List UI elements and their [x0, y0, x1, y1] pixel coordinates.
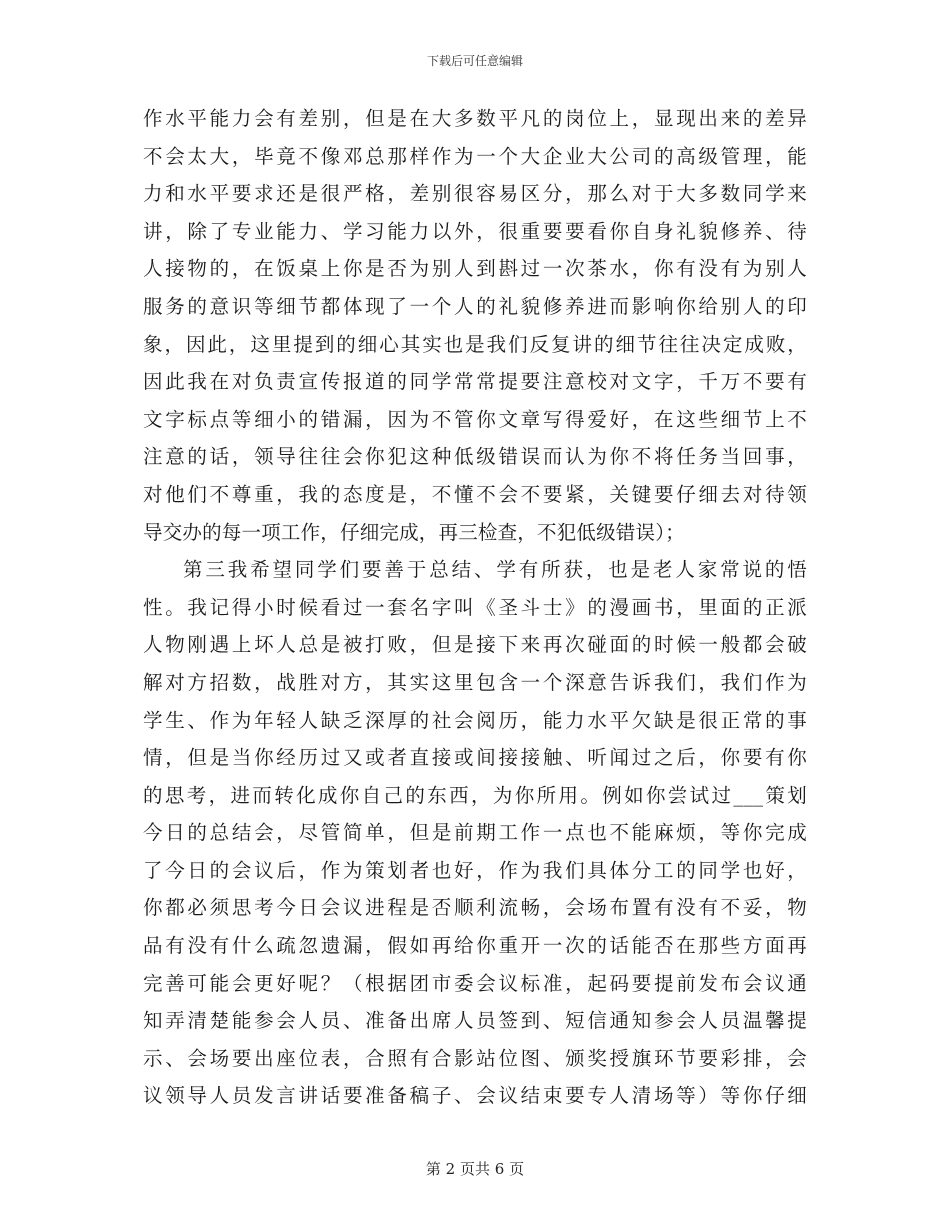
text-line: 学生、作为年轻人缺乏深厚的社会阅历，能力水平欠缺是很正常的事: [143, 708, 807, 732]
text-line: 了今日的会议后，作为策划者也好，作为我们具体分工的同学也好，: [143, 858, 807, 882]
page-header: 下载后可任意编辑: [426, 54, 523, 68]
text-line: 示、会场要出座位表，合照有合影站位图、颁奖授旗环节要彩排，会: [143, 1046, 807, 1070]
text-line: 知弄清楚能参会人员、准备出席人员签到、短信通知参会人员温馨提: [143, 1009, 807, 1033]
text-line: 导交办的每一项工作，仔细完成，再三检查，不犯低级错误）；: [143, 520, 685, 544]
text-line: 情，但是当你经历过又或者直接或间接接触、听闻过之后，你要有你: [143, 746, 807, 770]
text-line: 文字标点等细小的错漏，因为不管你文章写得爱好，在这些细节上不: [143, 407, 807, 431]
text-line: 不会太大，毕竟不像邓总那样作为一个大企业大公司的高级管理，能: [143, 144, 807, 168]
text-line: 力和水平要求还是很严格，差别很容易区分，那么对于大多数同学来: [143, 182, 807, 206]
text-line: 议领导人员发言讲话要准备稿子、会议结束要专人清场等）等你仔细: [143, 1084, 807, 1108]
document-body: [143, 100, 807, 1115]
text-line: 象，因此，这里提到的细心其实也是我们反复讲的细节往往决定成败，: [143, 332, 807, 356]
text-line: 今日的总结会，尽管简单，但是前期工作一点也不能麻烦，等你完成: [143, 821, 807, 845]
text-line: 因此我在对负责宣传报道的同学常常提要注意校对文字，千万不要有: [143, 370, 807, 394]
text-line: 性。我记得小时候看过一套名字叫《圣斗士》的漫画书，里面的正派: [143, 595, 807, 619]
text-line: 品有没有什么疏忽遗漏，假如再给你重开一次的话能否在那些方面再: [143, 934, 807, 958]
text-line: 的思考，进而转化成你自己的东西，为你所用。例如你尝试过___策划: [143, 783, 807, 807]
text-line: 人物刚遇上坏人总是被打败，但是接下来再次碰面的时候一般都会破: [143, 633, 807, 657]
page-number: 第 2 页共 6 页: [425, 1160, 525, 1178]
text-line: 解对方招数，战胜对方，其实这里包含一个深意告诉我们，我们作为: [143, 670, 807, 694]
paragraph-start-line: 第三我希望同学们要善于总结、学有所获，也是老人家常说的悟: [183, 558, 807, 582]
text-line: 完善可能会更好呢？（根据团市委会议标准，起码要提前发布会议通: [143, 971, 807, 995]
text-line: 讲，除了专业能力、学习能力以外，很重要要看你自身礼貌修养、待: [143, 219, 807, 243]
text-line: 作水平能力会有差别，但是在大多数平凡的岗位上，显现出来的差异: [143, 107, 807, 130]
text-line: 服务的意识等细节都体现了一个人的礼貌修养进而影响你给别人的印: [143, 294, 807, 318]
text-line: 对他们不尊重，我的态度是，不懂不会不要紧，关键要仔细去对待领: [143, 482, 807, 506]
text-line: 你都必须思考今日会议进程是否顺利流畅，会场布置有没有不妥，物: [143, 896, 807, 920]
text-line: 注意的话，领导往往会你犯这种低级错误而认为你不将任务当回事，: [143, 445, 807, 469]
text-line: 人接物的，在饭桌上你是否为别人到斟过一次茶水，你有没有为别人: [143, 257, 807, 281]
